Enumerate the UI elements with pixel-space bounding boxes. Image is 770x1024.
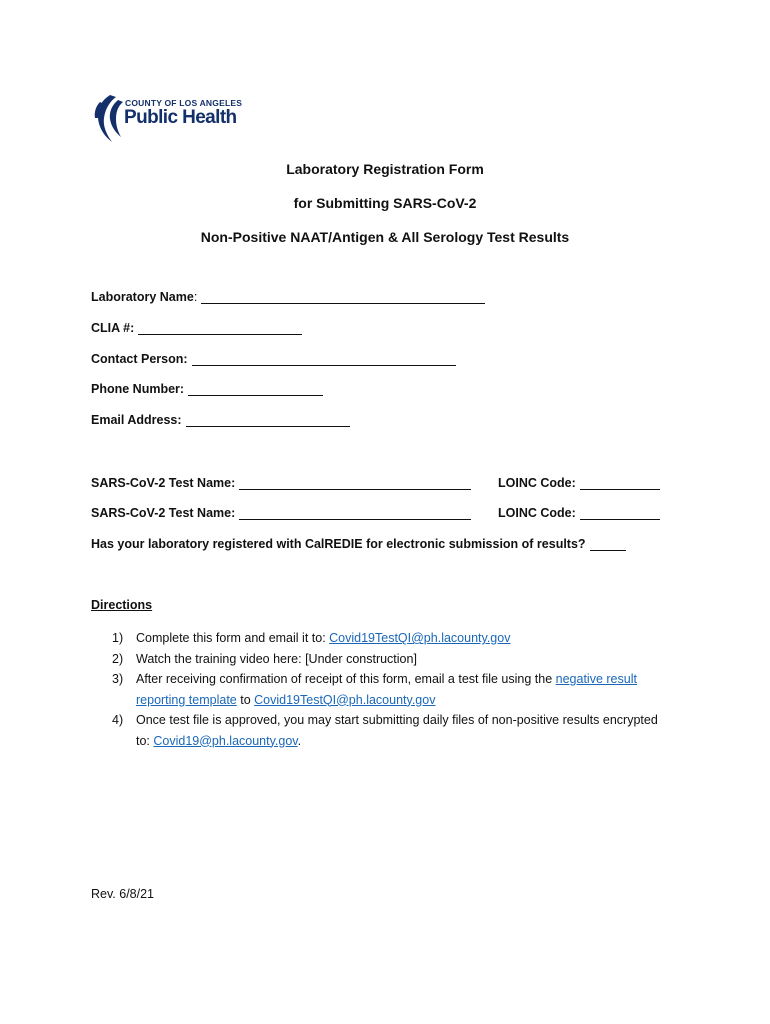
list-item — [112, 710, 672, 751]
directions-list — [112, 628, 672, 751]
test-name-row-2 — [91, 506, 471, 520]
clia-row — [91, 321, 302, 335]
public-health-logo — [92, 92, 242, 144]
county-seal-icon — [92, 92, 126, 144]
contact-field[interactable] — [192, 353, 456, 366]
phone-label: Phone Number: — [91, 382, 185, 396]
lab-name-label: Laboratory Name — [91, 290, 194, 304]
list-text: Complete this form and email it to: — [136, 631, 330, 645]
loinc-label: LOINC Code: — [498, 476, 576, 490]
email-link[interactable]: Covid19@ph.lacounty.gov — [153, 733, 298, 748]
loinc-row-2 — [498, 506, 660, 520]
list-text: Once test file is approved, you may start submitting daily files of non-positive results encrypted to: — [136, 713, 658, 748]
revision-date: Rev. 6/8/21 — [91, 887, 155, 901]
calredie-answer-field[interactable] — [590, 538, 626, 551]
contact-row — [91, 352, 456, 366]
list-item — [112, 628, 672, 649]
lab-name-colon: : — [193, 290, 198, 304]
email-link[interactable]: Covid19TestQI@ph.lacounty.gov — [254, 692, 436, 707]
phone-row — [91, 382, 323, 396]
lab-name-field[interactable] — [201, 291, 485, 304]
test-name-label: SARS-CoV-2 Test Name: — [91, 506, 236, 520]
calredie-question: Has your laboratory registered with CalREDIE for electronic submission of results? — [91, 537, 586, 551]
clia-field[interactable] — [138, 322, 302, 335]
test-name-label: SARS-CoV-2 Test Name: — [91, 476, 236, 490]
loinc-field[interactable] — [580, 477, 660, 490]
contact-label: Contact Person: — [91, 352, 188, 366]
test-name-field[interactable] — [239, 507, 471, 520]
test-name-row-1 — [91, 476, 471, 490]
list-number: 3) — [112, 672, 124, 686]
calredie-row — [91, 537, 626, 551]
list-number: 4) — [112, 713, 124, 727]
list-text: to — [236, 692, 255, 707]
email-link[interactable]: Covid19TestQI@ph.lacounty.gov — [329, 631, 511, 645]
list-text: After receiving confirmation of receipt of this form, email a test file using the — [136, 672, 556, 686]
list-text: Watch the training video here: [Under construction] — [136, 651, 417, 666]
list-item — [112, 649, 672, 670]
clia-label: CLIA #: — [91, 321, 135, 335]
loinc-field[interactable] — [580, 507, 660, 520]
loinc-row-1 — [498, 476, 660, 490]
list-number: 1) — [112, 631, 124, 645]
form-subtitle: for Submitting SARS-CoV-2 — [293, 195, 477, 211]
logo-county-text: COUNTY OF LOS ANGELES — [125, 98, 243, 108]
form-title: Laboratory Registration Form — [286, 161, 484, 177]
email-row — [91, 413, 350, 427]
email-field[interactable] — [186, 414, 350, 427]
form-subtitle-2: Non-Positive NAAT/Antigen & All Serology Test Results — [200, 229, 570, 245]
email-label: Email Address: — [91, 413, 182, 427]
list-text: . — [297, 733, 302, 748]
directions-heading: Directions — [91, 598, 153, 612]
lab-name-row — [91, 290, 485, 304]
logo-public-health-text: Public Health — [124, 107, 237, 128]
test-name-field[interactable] — [239, 477, 471, 490]
loinc-label: LOINC Code: — [498, 506, 576, 520]
phone-field[interactable] — [188, 383, 323, 396]
list-item — [112, 669, 672, 710]
template-link[interactable]: negative result reporting template — [136, 672, 637, 707]
list-number: 2) — [112, 651, 124, 666]
